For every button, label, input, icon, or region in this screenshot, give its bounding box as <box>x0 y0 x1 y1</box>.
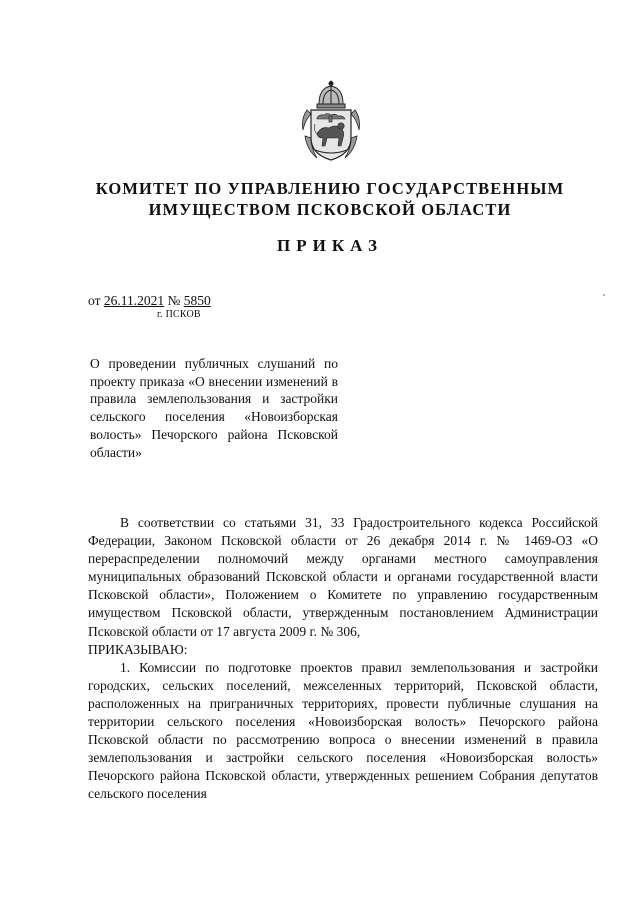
order-subject: О проведении публичных слушаний по проекту приказа «О внесении изменений в правила землепользования и застройки сельского поселения «Новоизборская волость» Печорского района Псковской области» <box>90 356 338 460</box>
order-word: ПРИКАЗЫВАЮ: <box>88 641 188 657</box>
organization-title <box>60 178 600 220</box>
org-title-line-1: КОМИТЕТ ПО УПРАВЛЕНИЮ ГОСУДАРСТВЕННЫМ <box>95 179 565 198</box>
coat-of-arms-icon <box>297 80 365 164</box>
document-type-heading: ПРИКАЗ <box>277 236 383 255</box>
order-body <box>88 514 598 804</box>
order-date: 26.11.2021 <box>103 293 165 308</box>
date-prefix: от <box>88 293 104 308</box>
org-title-line-2: ИМУЩЕСТВОМ ПСКОВСКОЙ ОБЛАСТИ <box>148 200 512 219</box>
order-date-number <box>88 293 211 309</box>
scan-speck <box>603 294 605 296</box>
order-number: 5850 <box>183 293 211 308</box>
number-sign: № <box>164 293 184 308</box>
preamble-paragraph: В соответствии со статьями 31, 33 Градостроительного кодекса Российской Федерации, Законом Псковской области от 26 декабря 2014 г. № 1469-ОЗ «О перераспределении полномочий между органами местного самоуправления муниципальных образований Псковской области и органами государственной власти Псковской области», Положением о Комитете по управлению государственным имуществом Псковской области, утвержденным постановлением Администрации Псковской области от 17 августа 2009 г. № 306, <box>88 515 598 639</box>
city-label: г. ПСКОВ <box>157 309 201 320</box>
order-item-1: 1. Комиссии по подготовке проектов правил землепользования и застройки городских, сельских поселений, межселенных территорий, Псковской области, расположенных на приграничных территориях, провести публичные слушания на территории сельского поселения «Новоизборская волость» Печорского района Псковской области по рассмотрению вопроса о внесении изменений в правила землепользования и застройки сельского поселения «Новоизборская волость» Печорского района Псковской области, утвержденных решением Собрания депутатов сельского поселения <box>88 659 598 802</box>
